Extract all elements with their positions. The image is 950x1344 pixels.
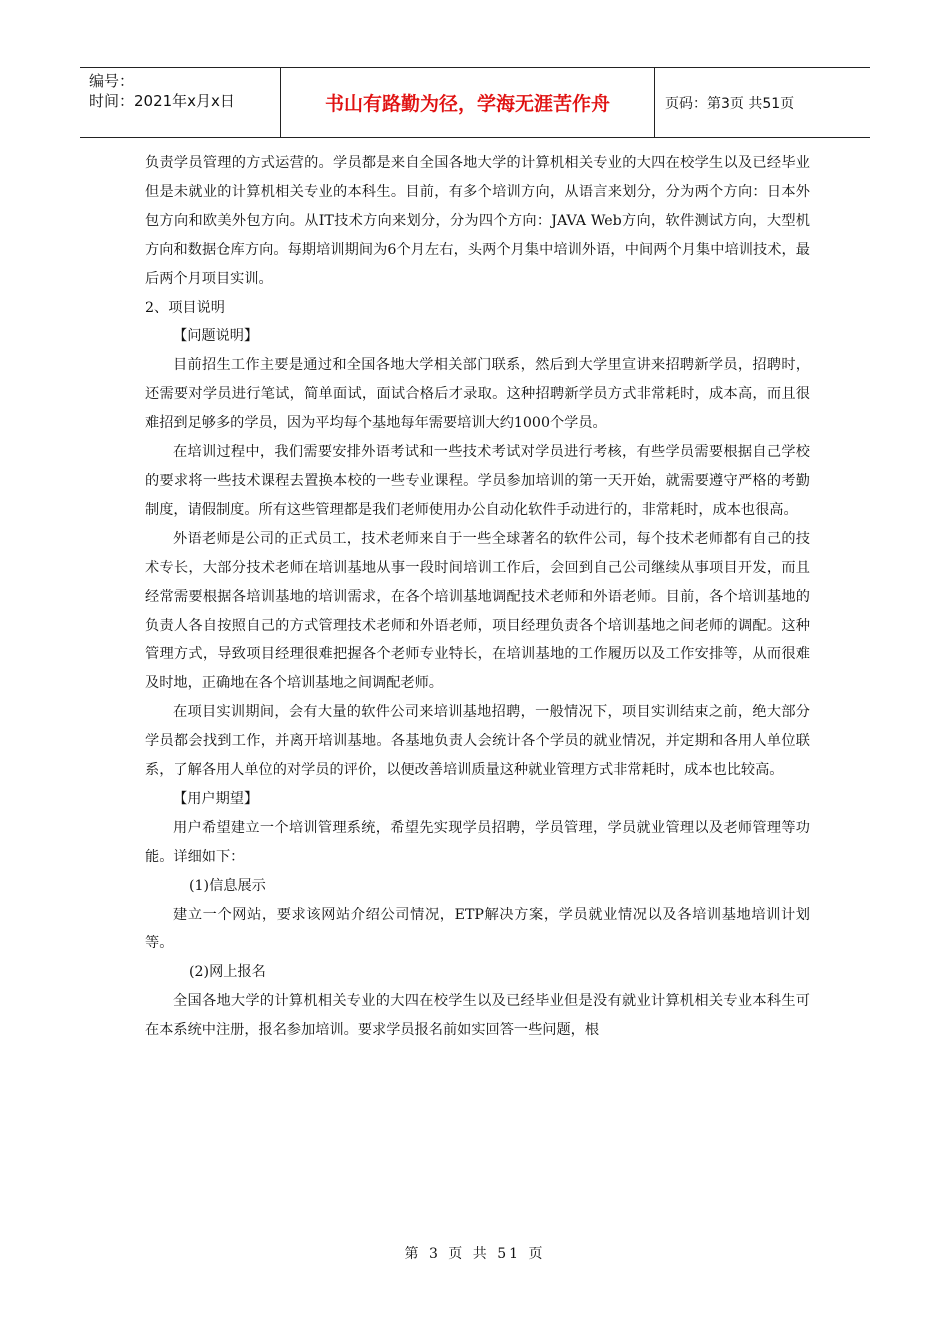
paragraph: 在项目实训期间，会有大量的软件公司来培训基地招聘，一般情况下，项目实训结束之前，绝大部分学员都会找到工作，并离开培训基地。各基地负责人会统计各个学员的就业情况，并定期和各用人单位联系，了解各用人单位的对学员的评价，以便改善培训质量这种就业管理方式非常耗时，成本也比较高。	[145, 704, 810, 779]
page-footer: 第 3 页 共 51 页	[404, 1246, 546, 1262]
page-header	[80, 67, 870, 138]
section-heading: 2、项目说明	[145, 299, 225, 316]
paragraph: 用户希望建立一个培训管理系统，希望先实现学员招聘，学员管理，学员就业管理以及老师管理等功能。详细如下：	[145, 819, 810, 865]
header-meta	[80, 68, 281, 137]
document-number-label: 编号：	[89, 72, 135, 90]
subsection-heading: 【问题说明】	[173, 328, 259, 345]
subsection-heading: 【用户期望】	[173, 790, 259, 807]
paragraph: 目前招生工作主要是通过和全国各地大学相关部门联系，然后到大学里宣讲来招聘新学员，招聘时，还需要对学员进行笔试，简单面试，面试合格后才录取。这种招聘新学员方式非常耗时，成本高，而且很难招到足够多的学员，因为平均每个基地每年需要培训大约1000个学员。	[145, 357, 810, 432]
paragraph: 全国各地大学的计算机相关专业的大四在校学生以及已经毕业但是没有就业计算机相关专业本科生可在本系统中注册，报名参加培训。要求学员报名前如实回答一些问题，根	[145, 993, 810, 1039]
paragraph: 建立一个网站，要求该网站介绍公司情况，ETP解决方案，学员就业情况以及各培训基地培训计划等。	[145, 906, 810, 952]
header-motto: 书山有路勤为径，学海无涯苦作舟	[281, 68, 655, 137]
header-page-number: 页码：第3页 共51页	[665, 95, 795, 112]
document-date-label: 时间：2021年x月x日	[89, 92, 235, 110]
paragraph: 在培训过程中，我们需要安排外语考试和一些技术考试对学员进行考核，有些学员需要根据自己学校的要求将一些技术课程去置换本校的一些专业课程。学员参加培训的第一天开始，就需要遵守严格的考勤制度，请假制度。所有这些管理都是我们老师使用办公自动化软件手动进行的，非常耗时，成本也很高。	[145, 444, 810, 518]
document-body	[145, 149, 810, 1045]
paragraph: 负责学员管理的方式运营的。学员都是来自全国各地大学的计算机相关专业的大四在校学生以及已经毕业但是未就业的计算机相关专业的本科生。目前，有多个培训方向，从语言来划分，分为两个方向：日本外包方向和欧美外包方向。从IT技术方向来划分，分为四个方向：JAVA Web方向，软件测试方向，大型机方向和数据仓库方向。每期培训期间为6个月左右，头两个月集中培训外语，中间两个月集中培训技术，最后两个月项目实训。	[145, 155, 810, 287]
paragraph: 外语老师是公司的正式员工，技术老师来自于一些全球著名的软件公司，每个技术老师都有自己的技术专长，大部分技术老师在培训基地从事一段时间培训工作后，会回到自己公司继续从事项目开发，而且经常需要根据各培训基地的培训需求，在各个培训基地调配技术老师和外语老师。目前，各个培训基地的负责人各自按照自己的方式管理技术老师和外语老师，项目经理负责各个培训基地之间老师的调配。这种管理方式，导致项目经理很难把握各个老师专业特长，在培训基地的工作履历以及工作安排等，从而很难及时地，正确地在各个培训基地之间调配老师。	[145, 530, 810, 692]
list-item-heading: (2)网上报名	[189, 964, 266, 981]
list-item-heading: (1)信息展示	[189, 877, 266, 894]
